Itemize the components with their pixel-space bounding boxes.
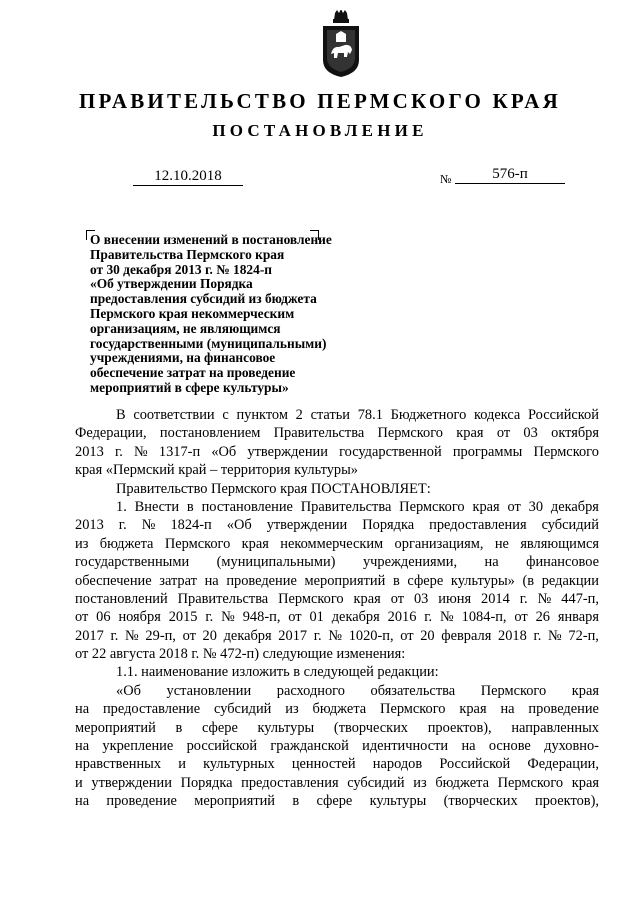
body-word: декабря: [223, 627, 272, 644]
body-word: «Об: [116, 682, 141, 699]
body-word: бюджета: [99, 535, 154, 552]
body-word: бюджета: [312, 701, 367, 718]
body-word: октября: [551, 425, 599, 442]
body-word: 1.: [116, 498, 127, 515]
body-word: Пермского: [480, 682, 547, 699]
number-sign: №: [440, 172, 452, 186]
body-word: постановлением: [159, 425, 261, 442]
body-word: из: [285, 701, 299, 718]
body-word: сфере: [316, 793, 353, 810]
body-word: проведение: [226, 572, 297, 589]
body-line: от 22 августа 2018 г. № 472-п) следующие изменения:: [75, 646, 406, 663]
body-word: 1084-п,: [461, 609, 507, 626]
body-word: от: [496, 425, 511, 442]
body-word: 26: [535, 609, 550, 626]
body-word: затрат: [159, 572, 197, 589]
body-word: на: [484, 554, 499, 571]
body-word: края: [456, 425, 484, 442]
body-word: Пермского: [164, 535, 231, 552]
body-word: российской: [186, 738, 258, 755]
body-word: культуры: [257, 719, 315, 736]
body-line: [75, 516, 599, 534]
body-word: на: [75, 701, 90, 718]
body-word: №: [141, 517, 156, 534]
body-word: Правительства: [177, 590, 269, 607]
body-word: 2018: [498, 627, 527, 644]
body-word: 78.1: [357, 407, 383, 423]
body-word: «Об: [226, 517, 252, 534]
body-word: 03: [413, 590, 429, 607]
body-word: программы: [452, 443, 523, 460]
body-word: края: [241, 535, 269, 552]
document-type: ПОСТАНОВЛЕНИЕ: [212, 121, 428, 140]
body-word: 29-п,: [145, 627, 176, 644]
body-word: (творческих: [333, 719, 408, 736]
document-number: 576-п: [455, 166, 565, 184]
body-line: [75, 719, 599, 737]
body-word: утверждении: [247, 443, 328, 460]
body-word: субсидий: [347, 774, 405, 791]
body-word: являющимся: [520, 535, 599, 552]
body-line: края «Пермский край – территория культуры»: [75, 462, 358, 479]
body-word: №: [133, 443, 148, 460]
body-line: [75, 792, 599, 810]
body-line: [75, 424, 599, 442]
body-word: 1317-п: [158, 443, 201, 460]
body-word: направленных: [511, 719, 599, 736]
body-word: народов: [372, 756, 423, 773]
body-word: в: [175, 719, 183, 736]
body-word: 2017: [75, 627, 104, 644]
body-word: края: [459, 701, 487, 718]
body-word: г.: [519, 590, 528, 607]
body-word: культуры: [369, 793, 427, 810]
body-word: Федерации,: [527, 756, 599, 773]
body-word: 2013: [75, 443, 104, 460]
body-line: [75, 406, 599, 424]
body-word: 06: [96, 609, 111, 626]
body-word: 1824-п: [170, 517, 212, 534]
body-word: обязательства: [370, 682, 456, 699]
body-word: на: [500, 701, 515, 718]
body-word: №: [537, 590, 552, 607]
body-word: 30: [528, 498, 544, 515]
body-word: расходного: [276, 682, 345, 699]
body-word: на: [75, 793, 90, 810]
body-line: [75, 590, 599, 608]
body-word: не: [494, 535, 509, 552]
body-word: мероприятий: [304, 572, 386, 589]
body-word: субсидий: [214, 701, 272, 718]
body-word: мероприятий: [75, 719, 156, 736]
body-word: г.: [118, 517, 127, 534]
body-word: и: [75, 774, 83, 791]
body-word: ценностей: [291, 756, 356, 773]
body-word: Пермского: [399, 498, 465, 515]
body-word: постановлений: [75, 590, 168, 607]
body-line: [75, 572, 599, 590]
body-word: финансовое: [526, 554, 599, 571]
body-line: [75, 774, 599, 792]
body-word: из: [75, 535, 89, 552]
body-word: Пермского: [380, 701, 446, 718]
body-word: г.: [205, 609, 214, 626]
body-word: от: [514, 609, 528, 626]
body-word: и: [178, 756, 186, 773]
body-word: на: [204, 572, 219, 589]
body-word: нравственных: [75, 756, 162, 773]
subject-line: организациям, не являющимся: [90, 320, 281, 336]
body-word: проведение: [106, 793, 177, 810]
body-word: декабря: [331, 609, 380, 626]
body-word: Российской: [528, 407, 599, 423]
body-word: Российской: [439, 756, 511, 773]
subject-line: государственными (муниципальными): [90, 335, 327, 351]
body-word: сфере: [407, 572, 444, 589]
body-word: государственными: [75, 554, 190, 571]
body-word: 2016: [387, 609, 417, 626]
body-line: 1.1. наименование изложить в следующей редакции:: [116, 664, 439, 681]
body-word: из: [413, 774, 427, 791]
body-word: субсидий: [541, 517, 599, 534]
body-word: культурных: [203, 756, 275, 773]
body-line: [75, 737, 599, 755]
body-word: организациям,: [394, 535, 484, 552]
body-word: Правительства: [300, 498, 392, 515]
body-word: гражданской: [270, 738, 349, 755]
body-word: края: [571, 774, 599, 791]
body-word: мероприятий: [194, 793, 276, 810]
body-word: соответствии: [133, 407, 215, 423]
body-word: г.: [424, 609, 433, 626]
body-word: Бюджетного: [390, 407, 467, 423]
body-word: 20: [202, 627, 217, 644]
body-word: в: [186, 498, 194, 515]
body-word: Пермского: [497, 774, 564, 791]
body-word: на: [461, 738, 476, 755]
body-word: предоставления: [429, 517, 527, 534]
body-word: утверждении: [266, 517, 348, 534]
body-word: государственной: [339, 443, 442, 460]
body-word: №: [440, 609, 454, 626]
document-body: [75, 406, 599, 811]
subject-line: «Об утверждении Порядка: [90, 276, 253, 292]
body-word: духовно-: [544, 738, 599, 755]
body-word: статьи: [310, 407, 350, 423]
body-line: [75, 682, 599, 700]
body-word: 2: [295, 407, 303, 423]
body-word: Правительства: [273, 425, 365, 442]
subject-line: от 30 декабря 2013 г. № 1824-п: [90, 261, 272, 277]
body-word: предоставление: [102, 701, 201, 718]
body-word: Внести: [134, 498, 180, 515]
body-word: г.: [110, 627, 119, 644]
body-word: проведение: [528, 701, 599, 718]
body-word: декабря: [550, 498, 599, 515]
body-word: 948-п,: [242, 609, 281, 626]
body-word: некоммерческим: [280, 535, 384, 552]
body-word: от: [507, 498, 521, 515]
body-word: от: [75, 609, 89, 626]
body-word: №: [221, 609, 235, 626]
body-word: Пермского: [278, 590, 344, 607]
body-line: [75, 755, 599, 773]
body-line: [75, 498, 599, 516]
coat-of-arms-emblem: [321, 10, 361, 78]
body-word: учреждениями,: [362, 554, 458, 571]
body-word: №: [125, 627, 139, 644]
body-line: Правительство Пермского края ПОСТАНОВЛЯЕТ:: [116, 480, 431, 497]
body-word: «Об: [211, 443, 237, 460]
body-word: февраля: [441, 627, 492, 644]
body-word: 03: [523, 425, 538, 442]
body-line: [75, 627, 599, 645]
body-line: [75, 443, 599, 461]
body-line: [75, 535, 599, 553]
organization-title: ПРАВИТЕЛЬСТВО ПЕРМСКОГО КРАЯ: [78, 89, 561, 113]
body-word: от: [182, 627, 196, 644]
body-word: утверждении: [91, 774, 172, 791]
body-word: культуры»: [450, 572, 515, 589]
body-word: г.: [313, 627, 322, 644]
body-word: января: [557, 609, 599, 626]
body-word: 1020-п,: [348, 627, 394, 644]
subject-line: О внесении изменений в постановление: [90, 232, 332, 247]
body-word: Пермского: [533, 443, 599, 460]
body-word: (в: [522, 572, 535, 589]
body-word: №: [328, 627, 343, 644]
body-word: постановление: [201, 498, 293, 515]
body-word: 447-п,: [561, 590, 599, 607]
body-word: 01: [309, 609, 324, 626]
body-word: г.: [533, 627, 542, 644]
body-word: Порядка: [180, 774, 233, 791]
body-word: 2014: [481, 590, 510, 607]
body-word: в: [392, 572, 400, 589]
body-word: ноября: [118, 609, 161, 626]
body-word: июня: [438, 590, 472, 607]
body-word: проектов),: [427, 719, 492, 736]
body-word: (муниципальными): [216, 554, 336, 571]
subject-line: Пермского края некоммерческим: [90, 305, 295, 321]
body-word: края: [472, 498, 500, 515]
body-word: 2015: [168, 609, 198, 626]
body-word: г.: [114, 443, 123, 460]
body-word: установлении: [166, 682, 252, 699]
document-date: 12.10.2018: [133, 168, 243, 186]
body-line: [75, 553, 599, 571]
body-word: 72-п,: [568, 627, 599, 644]
body-word: Пермского: [377, 425, 443, 442]
body-word: края: [571, 682, 599, 699]
body-word: Федерации,: [75, 425, 147, 442]
subject-line: предоставления субсидий из бюджета: [90, 291, 317, 307]
body-word: предоставления: [241, 774, 339, 791]
subject-line: обеспечение затрат на проведение: [90, 365, 296, 381]
body-word: с: [222, 407, 229, 423]
body-word: №: [548, 627, 562, 644]
body-word: пунктом: [236, 407, 288, 423]
body-word: укрепление: [102, 738, 174, 755]
body-word: проектов),: [535, 793, 599, 810]
subject-line: учреждениями, на финансовое: [90, 350, 276, 366]
body-word: сфере: [201, 719, 238, 736]
body-word: от: [390, 590, 404, 607]
body-word: 20: [420, 627, 435, 644]
body-word: редакции: [541, 572, 599, 589]
body-word: Порядка: [362, 517, 415, 534]
body-word: края: [353, 590, 381, 607]
body-line: [75, 700, 599, 718]
body-word: обеспечение: [75, 572, 152, 589]
body-word: на: [75, 738, 90, 755]
body-word: 2017: [278, 627, 308, 644]
body-word: идентичности: [362, 738, 449, 755]
body-word: основе: [488, 738, 531, 755]
body-line: [75, 608, 599, 626]
body-word: 2013: [75, 517, 104, 534]
body-word: в: [292, 793, 300, 810]
subject-line: мероприятий в сфере культуры»: [90, 379, 289, 395]
body-word: от: [400, 627, 414, 644]
document-subject: [90, 233, 390, 396]
body-word: от: [288, 609, 302, 626]
body-word: (творческих: [443, 793, 518, 810]
body-word: В: [116, 407, 126, 423]
body-word: бюджета: [435, 774, 489, 791]
body-word: кодекса: [473, 407, 521, 423]
subject-line: Правительства Пермского края: [90, 246, 285, 262]
